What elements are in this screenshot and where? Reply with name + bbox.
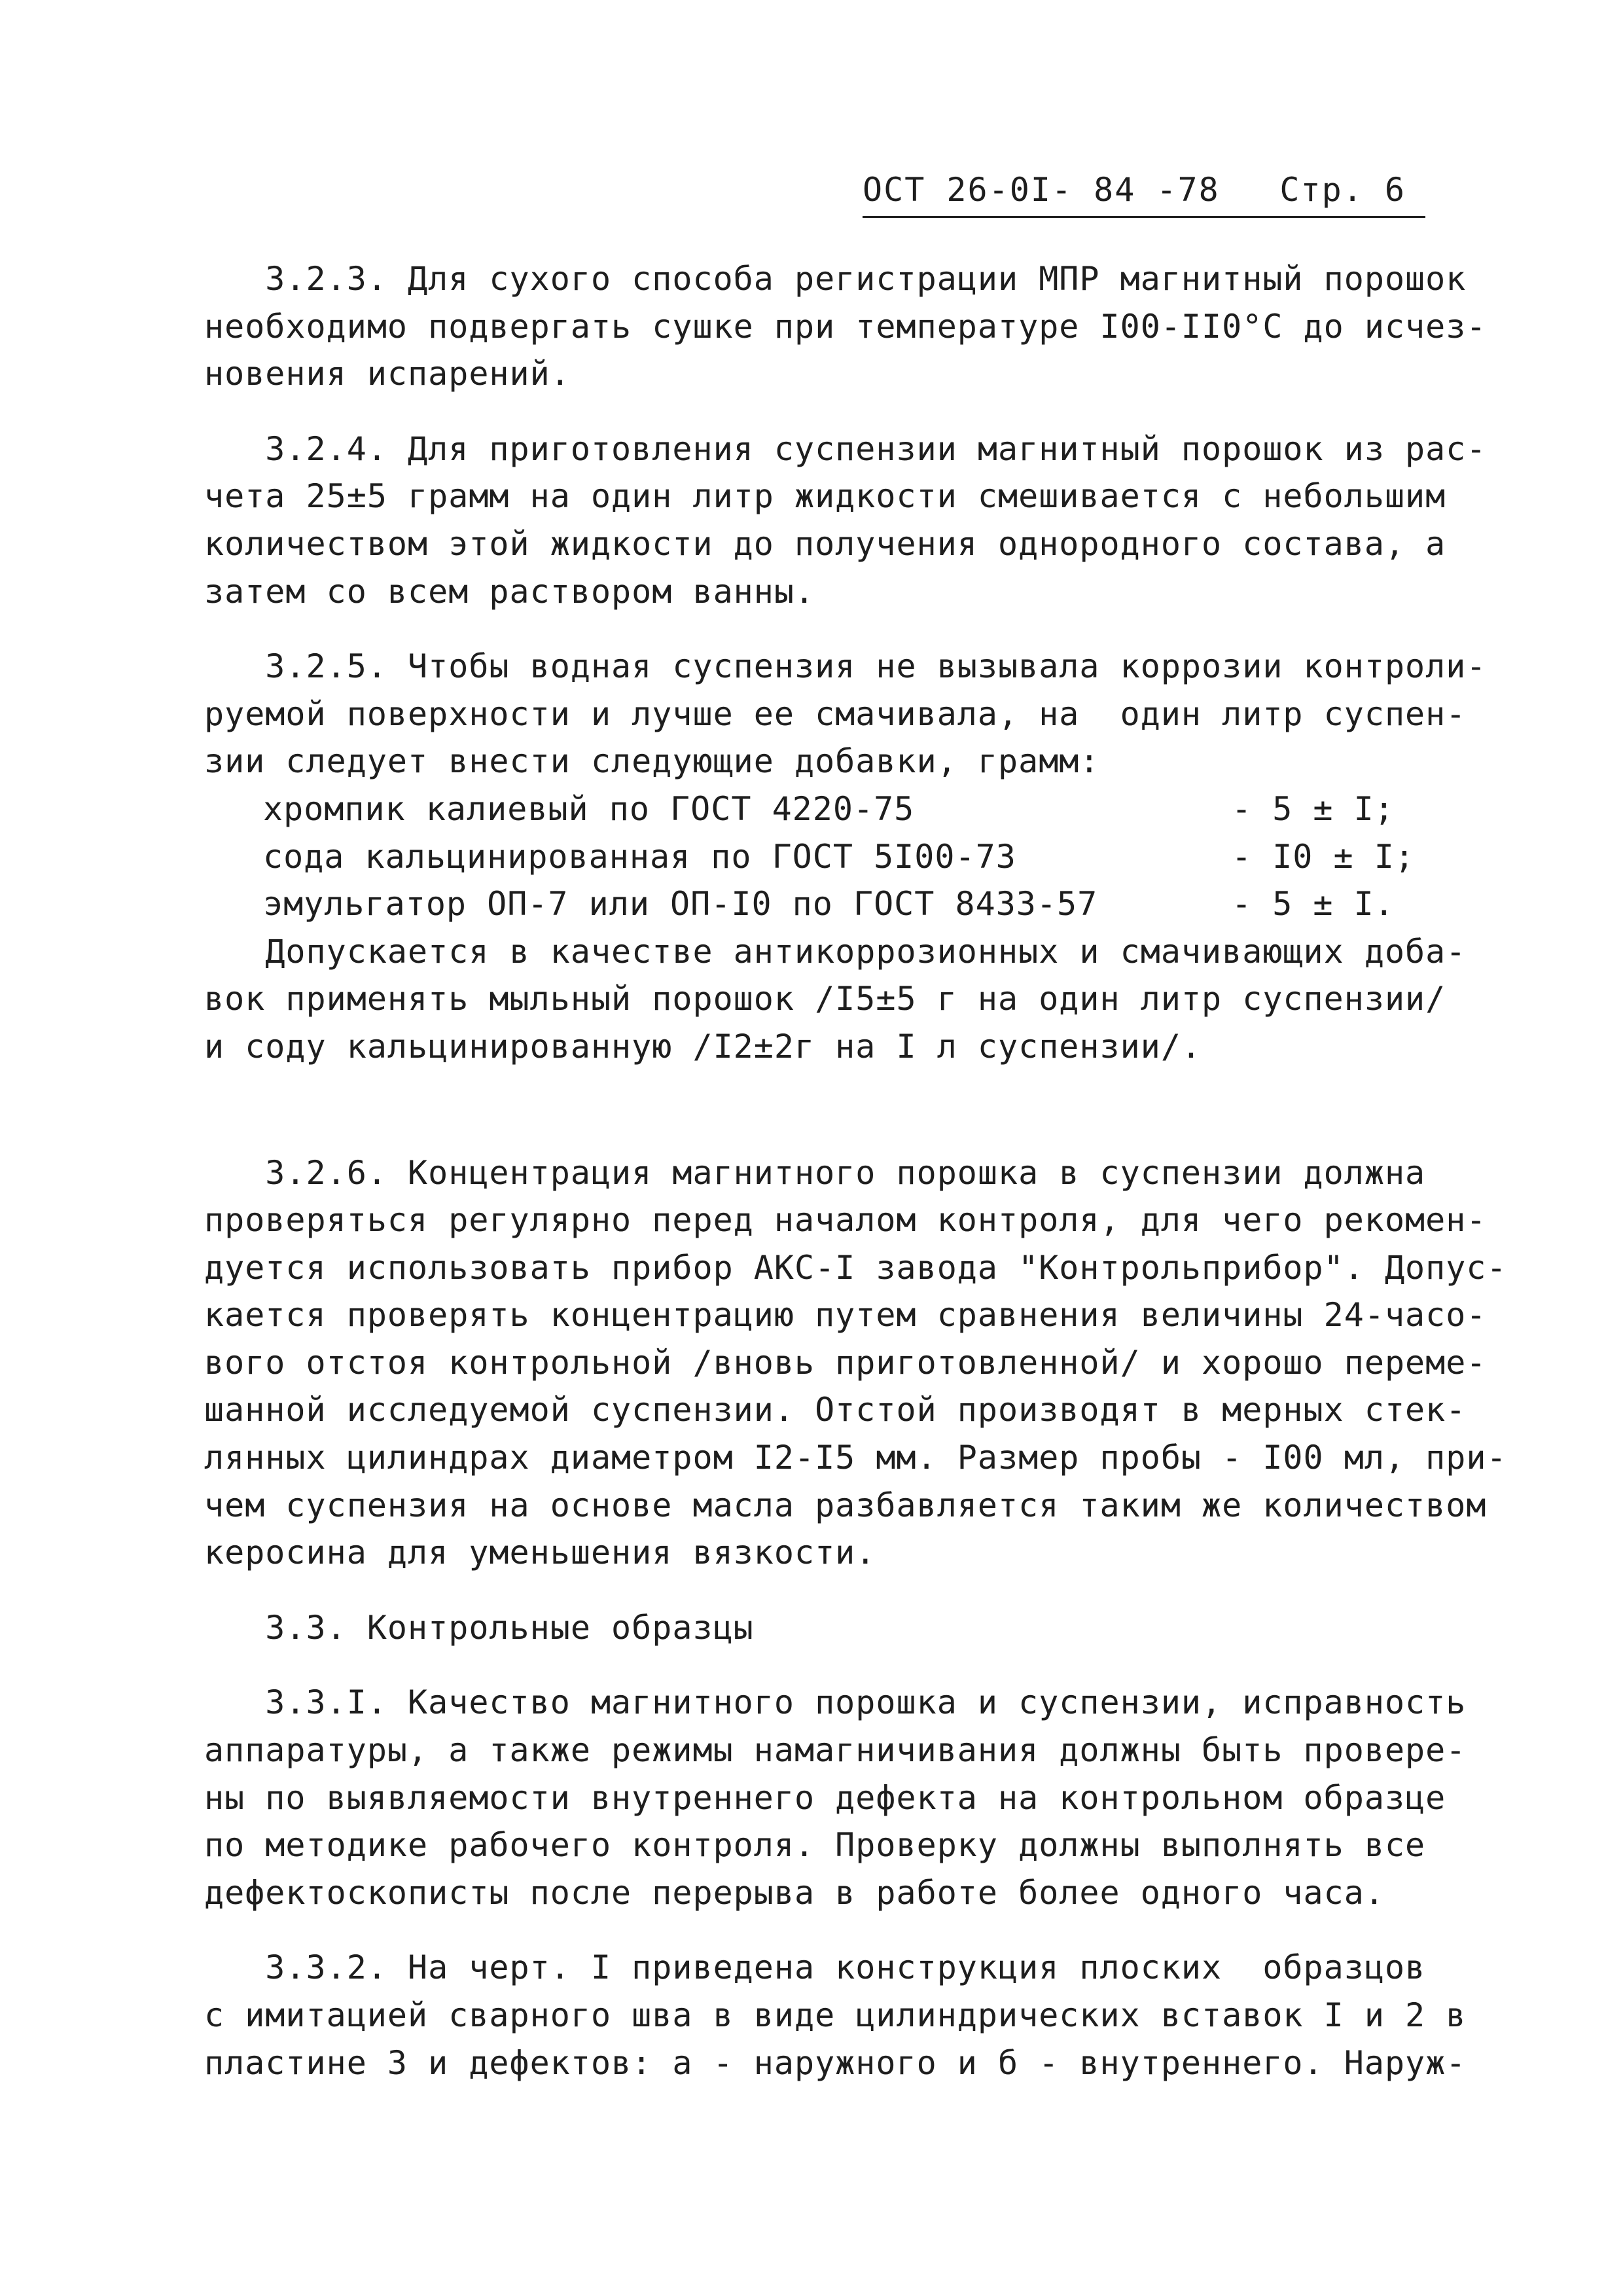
section-3-3-1 — [204, 1679, 1467, 1916]
text-line: по методике рабочего контроля. Проверку должны выполнять все — [204, 1826, 1426, 1865]
text-line: шанной исследуемой суспензии. Отстой производят в мерных стек- — [204, 1391, 1467, 1429]
text-line: проверяться регулярно перед началом контроля, для чего рекомен- — [204, 1201, 1487, 1240]
text-line: затем со всем раствором ванны. — [204, 572, 815, 611]
additive-amount: - I0 ± I; — [1232, 837, 1415, 876]
additive-row — [204, 785, 1467, 833]
text-line: 3.2.6. Концентрация магнитного порошка в суспензии должна — [204, 1153, 1426, 1192]
page-number: Стр. 6 — [1279, 171, 1406, 209]
text-line: руемой поверхности и лучше ее смачивала, на один литр суспен- — [204, 694, 1467, 733]
text-line: ны по выявляемости внутреннего дефекта на контрольном образце — [204, 1778, 1446, 1817]
text-line: чета 25±5 грамм на один литр жидкости смешивается с небольшим — [204, 477, 1446, 516]
text-line: пластине 3 и дефектов: а - наружного и б - внутреннего. Наруж- — [204, 2043, 1467, 2082]
section-3-3-title: 3.3. Контрольные образцы — [204, 1608, 754, 1647]
text-line: Допускается в качестве антикоррозионных и смачивающих доба- — [204, 932, 1467, 971]
text-line: вого отстоя контрольной /вновь приготовленной/ и хорошо переме- — [204, 1343, 1487, 1382]
section-3-2-5 — [204, 643, 1487, 1070]
text-line: дуется использовать прибор АКС-I завода "Контрольприбор". Допус- — [204, 1248, 1507, 1287]
section-3-2-4 — [204, 425, 1487, 615]
additive-name: эмульгатор ОП-7 или ОП-I0 по ГОСТ 8433-57 — [263, 885, 1098, 924]
text-line: и соду кальцинированную /I2±2г на I л суспензии/. — [204, 1027, 1202, 1066]
text-line: 3.2.3. Для сухого способа регистрации МПР магнитный порошок — [204, 260, 1467, 298]
text-line: 3.2.5. Чтобы водная суспензия не вызывала коррозии контроли- — [204, 647, 1487, 686]
additive-row — [204, 880, 1467, 928]
text-line: аппаратуры, а также режимы намагничивания должны быть провере- — [204, 1731, 1467, 1770]
text-line: с имитацией сварного шва в виде цилиндрических вставок I и 2 в — [204, 1996, 1467, 2034]
text-line: количеством этой жидкости до получения однородного состава, а — [204, 524, 1446, 563]
text-line: кается проверять концентрацию путем сравнения величины 24-часо- — [204, 1296, 1487, 1335]
document-body — [204, 255, 1507, 2087]
additives-list — [204, 785, 1467, 928]
text-line: чем суспензия на основе масла разбавляется таким же количеством — [204, 1486, 1487, 1524]
page-header — [863, 164, 1425, 218]
text-line: новения испарений. — [204, 355, 571, 393]
additive-amount: - 5 ± I; — [1232, 789, 1395, 828]
additive-row — [204, 833, 1467, 881]
text-line: 3.2.4. Для приготовления суспензии магнитный порошок из рас- — [204, 429, 1487, 468]
document-code: ОСТ 26-0I- 84 -78 — [863, 171, 1220, 209]
additive-name: хромпик калиевый по ГОСТ 4220-75 — [263, 789, 915, 828]
text-line: необходимо подвергать сушке при температуре I00-II0°С до исчез- — [204, 307, 1487, 346]
additive-name: сода кальцинированная по ГОСТ 5I00-73 — [263, 837, 1016, 876]
text-line: зии следует внести следующие добавки, грамм: — [204, 742, 1100, 781]
text-line: 3.3.I. Качество магнитного порошка и суспензии, исправность — [204, 1683, 1467, 1722]
section-3-2-3 — [204, 255, 1487, 398]
additive-amount: - 5 ± I. — [1232, 885, 1395, 924]
text-line: 3.3.2. На черт. I приведена конструкция плоских образцов — [204, 1948, 1426, 1987]
text-line: лянных цилиндрах диаметром I2-I5 мм. Размер пробы - I00 мл, при- — [204, 1439, 1507, 1477]
text-line: керосина для уменьшения вязкости. — [204, 1534, 876, 1572]
section-3-2-6 — [204, 1149, 1507, 1577]
section-3-3-2 — [204, 1944, 1467, 2087]
text-line: вок применять мыльный порошок /I5±5 г на один литр суспензии/ — [204, 980, 1446, 1018]
text-line: дефектоскописты после перерыва в работе более одного часа. — [204, 1873, 1385, 1912]
